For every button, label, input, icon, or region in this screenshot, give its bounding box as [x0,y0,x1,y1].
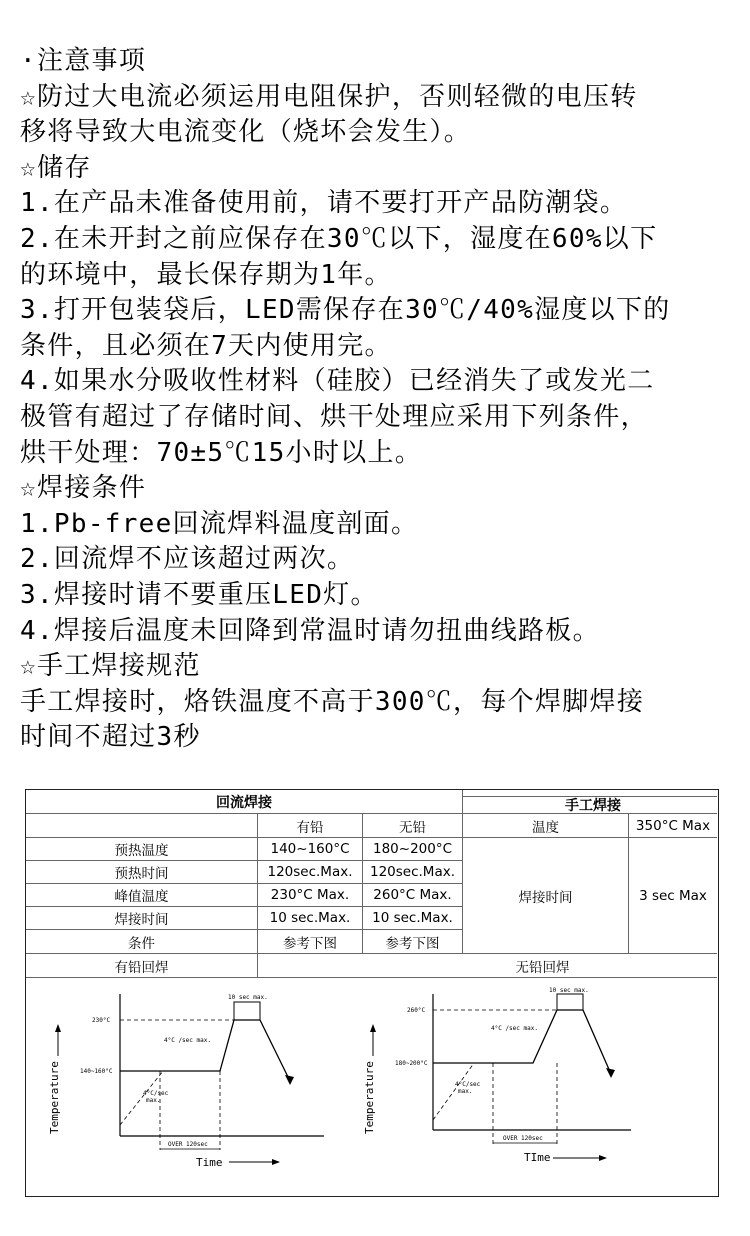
leadfree-profile-label: 无铅回焊 [258,954,717,978]
note-line: 条件，且必须在7天内使用完。 [20,330,392,361]
leaded-profile-graph [46,984,336,1184]
leadfree-profile-graph [361,984,651,1184]
arrow-head-icon [285,1075,294,1085]
manual-title: 手工焊接 [463,796,717,814]
note-line: 3.打开包装袋后，LED需保存在30℃/40%湿度以下的 [20,295,671,326]
row-leaded: 参考下图 [258,930,363,954]
note-line: 手工焊接时，烙铁温度不高于300℃，每个焊脚焊接 [20,686,645,717]
arrow-head-icon [599,1155,607,1161]
soldering-heading: ☆焊接条件 [20,473,147,504]
leaded-profile-label: 有铅回焊 [26,954,258,978]
note-line: 4.焊接后温度未回降到常温时请勿扭曲线路板。 [20,615,600,646]
x-axis-label: TIme [524,1151,551,1164]
peak-time-label: 10 sec max. [549,987,589,994]
over-time-label: OVER 120sec [168,1141,208,1148]
row-label: 条件 [26,930,258,954]
note-line: 2.回流焊不应该超过两次。 [20,544,355,575]
notes-section [20,44,746,756]
row-label: 焊接时间 [26,907,258,930]
row-leadfree: 120sec.Max. [363,861,463,884]
peak-temp-label: 230°C [92,1017,111,1024]
note-line: ☆防过大电流必须运用电阻保护，否则轻微的电压转 [20,81,638,112]
note-line: 烘干处理：70±5℃15小时以上。 [20,437,423,468]
row-label: 预热温度 [26,838,258,861]
row-leaded: 140~160°C [258,838,363,861]
col-leaded: 有铅 [258,814,363,838]
row-leadfree: 180~200°C [363,838,463,861]
notes-heading: ·注意事项 [20,46,147,76]
note-line: 1.Pb-free回流焊料温度剖面。 [20,508,419,539]
arrow-head-icon [272,1159,280,1165]
row-label: 峰值温度 [26,884,258,907]
note-line: 的环境中，最长保存期为1年。 [20,259,392,290]
initial-ramp-label: 4°C/sec [143,1090,169,1097]
manual-temp-value: 350°C Max [629,814,717,838]
initial-ramp-label: max. [458,1088,473,1095]
note-line: 时间不超过3秒 [20,722,201,753]
table-corner [26,814,258,838]
ramp-label: 4°C /sec max. [164,1037,211,1044]
peak-temp-label: 260°C [407,1007,426,1014]
peak-box [234,1002,260,1020]
x-axis-label: Time [196,1156,223,1169]
over-time-label: OVER 120sec [503,1135,543,1142]
note-line: 4.如果水分吸收性材料（硅胶）已经消失了或发光二 [20,366,655,397]
row-leadfree: 10 sec.Max. [363,907,463,930]
row-leaded: 10 sec.Max. [258,907,363,930]
manual-temp-label: 温度 [463,814,629,838]
preheat-label: 140~160°C [80,1068,113,1075]
y-axis-label: Temperature [363,1061,376,1134]
initial-ramp-label: 4°C/sec [455,1081,481,1088]
manual-time-label: 焊接时间 [463,838,629,954]
storage-heading: ☆储存 [20,152,92,183]
col-leadfree: 无铅 [363,814,463,838]
peak-box [557,994,583,1010]
note-line: 1.在产品未准备使用前，请不要打开产品防潮袋。 [20,188,628,219]
preheat-label: 180~200°C [395,1060,428,1067]
row-label: 预热时间 [26,861,258,884]
reflow-title: 回流焊接 [26,790,463,814]
manual-heading: ☆手工焊接规范 [20,651,201,682]
arrow-head-icon [606,1068,615,1078]
row-leaded: 230°C Max. [258,884,363,907]
y-axis-label: Temperature [48,1061,61,1134]
row-leadfree: 260°C Max. [363,884,463,907]
initial-ramp-label: max. [146,1097,161,1104]
row-leaded: 120sec.Max. [258,861,363,884]
temperature-curve [433,1010,611,1074]
note-line: 极管有超过了存储时间、烘干处理应采用下列条件， [20,401,648,432]
arrow-head-icon [370,1024,376,1032]
ramp-label: 4°C /sec max. [491,1025,538,1032]
note-line: 2.在未开封之前应保存在30℃以下，湿度在60%以下 [20,223,658,254]
arrow-head-icon [55,1024,61,1032]
soldering-table [25,789,719,1197]
row-leadfree: 参考下图 [363,930,463,954]
note-line: 移将导致大电流变化（烧坏会发生）。 [20,117,472,148]
temperature-curve [120,1020,290,1081]
manual-time-value: 3 sec Max [629,838,717,954]
peak-time-label: 10 sec max. [228,994,268,1001]
note-line: 3.焊接时请不要重压LED灯。 [20,579,378,610]
